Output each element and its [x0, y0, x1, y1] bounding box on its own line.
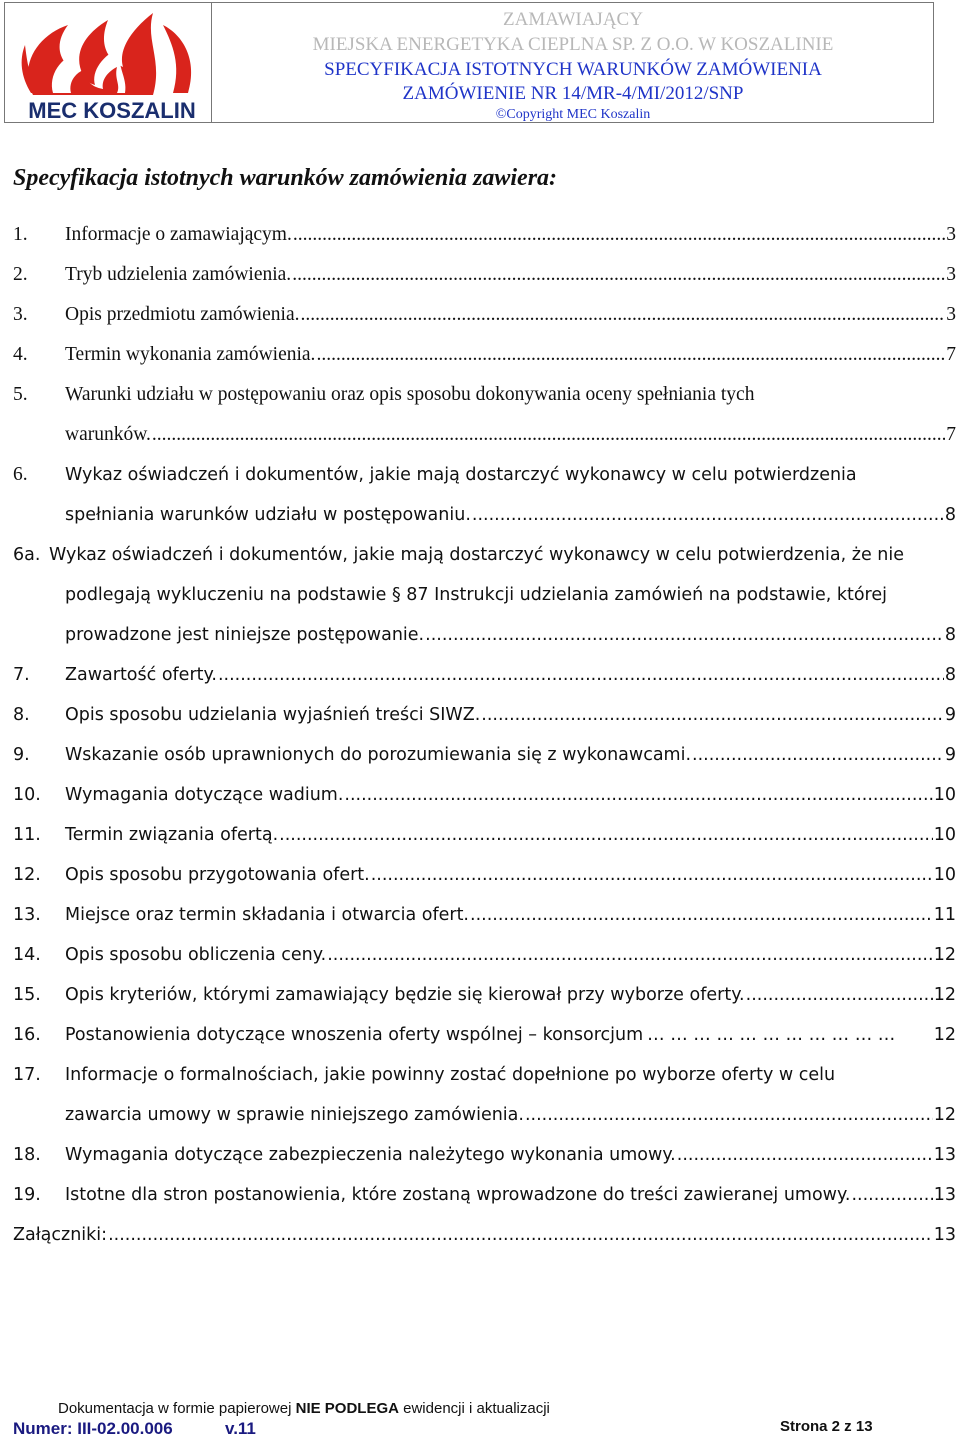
toc-entry-page: 3: [946, 224, 956, 245]
toc-ellipsis-leader: … … … … … … … … … … …: [647, 1025, 896, 1045]
toc-entry-title: Zawartość oferty.: [65, 665, 217, 685]
header-copyright: ©Copyright MEC Koszalin: [495, 107, 651, 122]
toc-entry-page: 9: [944, 745, 956, 765]
toc-entry-page: 10: [933, 825, 956, 845]
toc-entry-number: 4.: [13, 344, 28, 365]
toc-dot-leader: [344, 775, 932, 815]
toc-entry-page: 8: [944, 625, 956, 645]
toc-entry-title: Informacje o formalnościach, jakie powinny zostać dopełnione po wyborze oferty w celu: [65, 1065, 836, 1085]
toc-entry-number: 15.: [13, 985, 41, 1005]
toc-entry-page: 9: [944, 705, 956, 725]
document-header: [4, 2, 934, 123]
toc-entry-title: Wymagania dotyczące zabezpieczenia należytego wykonania umowy.: [65, 1145, 676, 1165]
toc-dot-leader: [371, 855, 933, 895]
toc-entry-title: Tryb udzielenia zamówienia.: [65, 264, 292, 285]
toc-entry-title-cont: podlegają wykluczeniu na podstawie § 87 Instrukcji udzielania zamówień na podstawie, której: [65, 585, 887, 605]
toc-dot-leader: [746, 975, 933, 1015]
toc-entry-title: Opis kryteriów, którymi zamawiający będzie się kierował przy wyborze oferty.: [65, 985, 745, 1005]
toc-entry-number: 1.: [13, 224, 28, 245]
toc-entry-number: 5.: [13, 384, 28, 405]
toc-dot-leader: [851, 1175, 932, 1215]
toc-dot-leader: [300, 295, 945, 335]
toc-entry-title: Istotne dla stron postanowienia, które zostaną wprowadzone do treści zawieranej umowy.: [65, 1185, 851, 1205]
flame-logo-icon: [13, 5, 211, 101]
toc-entry-number: 9.: [13, 745, 30, 765]
toc-entry-title: Wykaz oświadczeń i dokumentów, jakie mają dostarczyć wykonawcy w celu potwierdzenia: [65, 465, 857, 485]
toc-entry-title: Warunki udziału w postępowaniu oraz opis sposobu dokonywania oceny spełniania tych: [65, 384, 755, 405]
toc-entry-number: 18.: [13, 1145, 41, 1165]
toc-dot-leader: [472, 495, 944, 535]
toc-entry-title-cont: zawarcia umowy w sprawie niniejszego zamówienia.: [65, 1105, 524, 1125]
toc-entry-number: 17.: [13, 1065, 41, 1085]
footer-note-prefix: Dokumentacja w formie papierowej: [58, 1400, 296, 1417]
toc-entry-title: Informacje o zamawiającym.: [65, 224, 292, 245]
toc-entry-title: Wskazanie osób uprawnionych do porozumiewania się z wykonawcami.: [65, 745, 692, 765]
toc-entry-number: 3.: [13, 304, 28, 325]
toc-dot-leader: [293, 215, 945, 255]
mec-koszalin-logo: [13, 5, 211, 122]
toc-entry-number: 19.: [13, 1185, 41, 1205]
toc-entry-number: 10.: [13, 785, 41, 805]
toc-dot-leader: [470, 895, 933, 935]
toc-dot-leader: [218, 655, 944, 695]
toc-entry-page: 13: [933, 1185, 956, 1205]
footer-version: v.11: [225, 1419, 256, 1438]
toc-entry-title: Opis sposobu przygotowania ofert.: [65, 865, 370, 885]
toc-title: Specyfikacja istotnych warunków zamówienia zawiera:: [13, 165, 558, 191]
toc-entry-page: 13: [933, 1145, 956, 1165]
footer-document-number: Numer: III-02.00.006: [13, 1419, 173, 1438]
toc-entry-page: 12: [933, 985, 956, 1005]
toc-dot-leader: [292, 255, 945, 295]
header-order-number: ZAMÓWIENIE NR 14/MR-4/MI/2012/SNP: [402, 83, 744, 104]
toc-entry-page: 10: [933, 865, 956, 885]
toc-entry-page: 7: [946, 424, 956, 445]
toc-entry-page: 13: [933, 1225, 956, 1245]
header-spec-title: SPECYFIKACJA ISTOTNYCH WARUNKÓW ZAMÓWIENIA: [324, 59, 822, 80]
toc-entry-number: 11.: [13, 825, 41, 845]
toc-entry-title: Opis sposobu udzielania wyjaśnień treści SIWZ.: [65, 705, 481, 725]
toc-entry-number: 7.: [13, 665, 30, 685]
header-company-name: MIEJSKA ENERGETYKA CIEPLNA SP. Z O.O. W KOSZALINIE: [312, 34, 834, 55]
logo-text: MEC KOSZALIN: [28, 98, 196, 123]
toc-entry-page: 8: [944, 505, 956, 525]
toc-dot-leader: [327, 935, 933, 975]
toc-entry-number: 12.: [13, 865, 41, 885]
toc-entry-page: 12: [933, 945, 956, 965]
toc-dot-leader: [279, 815, 933, 855]
toc-entry-number: 8.: [13, 705, 30, 725]
toc-dot-leader: [108, 1215, 933, 1255]
header-orderer-label: ZAMAWIAJĄCY: [503, 9, 643, 30]
toc-entry-title-cont: prowadzone jest niniejsze postępowanie.: [65, 625, 425, 645]
toc-entry-title: Termin związania ofertą.: [65, 825, 279, 845]
toc-entry-number: 13.: [13, 905, 41, 925]
toc-entry-page: 12: [933, 1025, 956, 1045]
toc-dot-leader: [425, 615, 944, 655]
toc-dot-leader: [677, 1135, 933, 1175]
toc-entry-number: 14.: [13, 945, 41, 965]
footer-note: [58, 1400, 550, 1417]
toc-entry-title: Załączniki:: [13, 1225, 108, 1245]
toc-dot-leader: [316, 335, 945, 375]
footer-note-suffix: ewidencji i aktualizacji: [398, 1400, 550, 1417]
toc-dot-leader: [525, 1095, 933, 1135]
toc-entry-page: 12: [933, 1105, 956, 1125]
toc-entry-title: Termin wykonania zamówienia.: [65, 344, 316, 365]
toc-entry-page: 3: [946, 304, 956, 325]
toc-entry-page: 8: [944, 665, 956, 685]
toc-entry-page: 3: [946, 264, 956, 285]
toc-entry-title: Wymagania dotyczące wadium.: [65, 785, 344, 805]
toc-entry-number: 2.: [13, 264, 28, 285]
footer-note-bold: NIE PODLEGA: [295, 1400, 399, 1417]
footer-page-number: Strona 2 z 13: [780, 1418, 873, 1435]
toc-entry-page: 11: [933, 905, 956, 925]
toc-entry-title: Wykaz oświadczeń i dokumentów, jakie mają dostarczyć wykonawcy w celu potwierdzenia, że nie: [49, 545, 904, 565]
toc-entry-number: 6.: [13, 464, 28, 485]
toc-entry-title: Miejsce oraz termin składania i otwarcia ofert.: [65, 905, 469, 925]
toc-entry-page: 10: [933, 785, 956, 805]
toc-entry-title: Opis sposobu obliczenia ceny.: [65, 945, 327, 965]
toc-entry-title: Postanowienia dotyczące wnoszenia oferty wspólnej – konsorcjum: [65, 1025, 644, 1045]
toc-dot-leader: [481, 695, 944, 735]
toc-entry-page: 7: [946, 344, 956, 365]
toc-dot-leader: [152, 415, 945, 455]
toc-entry-number: 6a.: [13, 545, 41, 565]
toc-entry-title: Opis przedmiotu zamówienia.: [65, 304, 300, 325]
toc-entry-title-cont: spełniania warunków udziału w postępowaniu.: [65, 505, 471, 525]
toc-entry-number: 16.: [13, 1025, 41, 1045]
toc-dot-leader: [692, 735, 944, 775]
toc-entry-title-cont: warunków.: [65, 424, 151, 445]
